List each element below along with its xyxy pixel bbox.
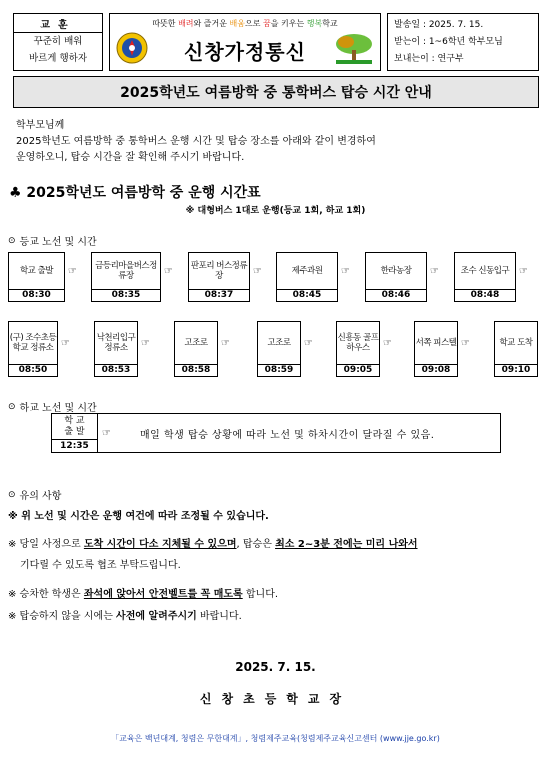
route-stop	[276, 252, 338, 302]
stop-time: 08:53	[101, 364, 131, 375]
stop-time: 08:58	[181, 364, 211, 375]
stop-time: 08:50	[18, 364, 48, 375]
greeting: 학부모님께	[16, 120, 65, 131]
issue-info-box	[387, 13, 539, 71]
stop-name: 신흥동 골프하우스	[337, 322, 379, 365]
route-stop	[52, 414, 98, 452]
newsletter-header	[13, 13, 539, 71]
stop-name: 조수 신동입구	[455, 253, 515, 290]
pointing-hand-icon: ☞	[304, 338, 313, 349]
morning-route-row-1	[8, 252, 538, 302]
recipient: 받는이 : 1~6학년 학부모님	[394, 37, 503, 47]
stop-name: 한라농장	[366, 253, 426, 290]
pointing-hand-icon: ☞	[61, 338, 70, 349]
school-principal: 신창초등학교장	[199, 692, 352, 706]
pointing-hand-icon: ☞	[221, 338, 230, 349]
route-stop	[8, 321, 58, 377]
route-stop	[8, 252, 65, 302]
motto-line: 바르게 행하자	[28, 53, 88, 64]
bullet-icon: ⊙	[8, 401, 16, 412]
stop-name: 제주과원	[277, 253, 337, 290]
bullet-icon: ⊙	[8, 235, 16, 246]
notes-heading: ⊙ 유의 사항	[8, 489, 62, 502]
pointing-hand-icon: ☞	[383, 338, 392, 349]
pointing-hand-icon: ☞	[164, 266, 173, 277]
stop-time: 09:08	[421, 364, 451, 375]
route-stop	[336, 321, 380, 377]
afternoon-route-heading: ⊙ 하교 노선 및 시간	[8, 401, 97, 414]
stop-name: 학 교 출 발	[52, 414, 97, 440]
motto-line: 꾸준히 배워	[33, 36, 83, 47]
route-stop	[174, 321, 218, 377]
afternoon-route-box	[51, 413, 501, 453]
pointing-hand-icon: ☞	[341, 266, 350, 277]
note-item: ※ 승차한 학생은 좌석에 앉아서 안전벨트를 꼭 매도록 합니다.	[8, 589, 279, 600]
route-stop	[91, 252, 161, 302]
intro-text	[16, 118, 536, 166]
newsletter-name: 신창가정통신	[184, 40, 306, 64]
pointing-hand-icon: ☞	[519, 266, 528, 277]
masthead	[109, 13, 381, 71]
stop-time: 09:10	[501, 364, 531, 375]
stop-time: 12:35	[60, 441, 89, 451]
issue-date: 발송일 : 2025. 7. 15.	[394, 20, 484, 30]
stop-time: 08:46	[381, 289, 411, 300]
route-stop	[188, 252, 250, 302]
stop-time: 08:45	[292, 289, 322, 300]
stop-name: 낙천리입구 정류소	[95, 322, 137, 365]
note-item: ※ 탑승하지 않을 시에는 사전에 알려주시기 바랍니다.	[8, 611, 242, 622]
pointing-hand-icon: ☞	[68, 266, 77, 277]
route-stop	[454, 252, 516, 302]
pointing-hand-icon: ☞	[461, 338, 470, 349]
stop-time: 08:59	[264, 364, 294, 375]
stop-time: 08:35	[111, 289, 141, 300]
stop-name: 서쪽 피스텔	[415, 322, 457, 365]
note-item: ※ 위 노선 및 시간은 운행 여건에 따라 조정될 수 있습니다.	[8, 511, 269, 522]
intro-line: 2025학년도 여름방학 중 통학버스 운행 시간 및 탑승 장소를 아래와 같이 변경하여	[16, 136, 376, 147]
page-title: 2025학년도 여름방학 중 통학버스 탑승 시간 안내	[13, 76, 539, 108]
schedule-title: ♣ 2025학년도 여름방학 중 운행 시간표	[9, 185, 261, 201]
note-item-continued: 기다릴 수 있도록 협조 부탁드립니다.	[20, 560, 181, 571]
footer-integrity-notice: 「교육은 백년대계, 청렴은 무한대계」, 청렴제주교육(청렴제주교육신고센터 (www.jje.go.kr)	[111, 734, 440, 743]
pointing-hand-icon: ☞	[141, 338, 150, 349]
intro-line: 운영하오니, 탑승 시간을 잘 확인해 주시기 바랍니다.	[16, 152, 245, 163]
stop-name: 학교 도착	[495, 322, 537, 365]
route-stop	[257, 321, 301, 377]
stop-time: 08:30	[22, 289, 51, 300]
pointing-hand-icon: ☞	[102, 428, 111, 439]
pointing-hand-icon: ☞	[430, 266, 439, 277]
stop-name: 고조로	[258, 322, 300, 365]
pointing-hand-icon: ☞	[253, 266, 262, 277]
stop-time: 08:48	[470, 289, 500, 300]
sender: 보내는이 : 연구부	[394, 54, 464, 64]
stop-name: 학교 출발	[9, 253, 64, 290]
stop-time: 08:37	[204, 289, 234, 300]
stop-name: 고조로	[175, 322, 217, 365]
school-motto-box	[13, 13, 103, 71]
route-stop	[494, 321, 538, 377]
morning-route-heading: ⊙ 등교 노선 및 시간	[8, 235, 97, 248]
stop-name: 판포리 버스정류장	[189, 253, 249, 290]
bullet-icon: ⊙	[8, 489, 16, 500]
stop-time: 09:05	[343, 364, 373, 375]
route-stop	[414, 321, 458, 377]
motto-title: 교훈	[14, 14, 102, 33]
note-item: ※ 당일 사정으로 도착 시간이 다소 지체될 수 있으며, 탑승은 최소 2~3분 전에는 미리 나와서	[8, 539, 418, 550]
stop-name: 금등리마을버스정류장	[92, 253, 160, 290]
closing-date: 2025. 7. 15.	[235, 660, 316, 674]
afternoon-message: 매일 학생 탑승 상황에 따라 노선 및 하차시간이 달라질 수 있음.	[140, 430, 435, 441]
route-stop	[365, 252, 427, 302]
tree-logo-icon	[332, 32, 376, 66]
school-slogan: 따뜻한 배려와 즐거운 배움으로 꿈을 키우는 행복학교	[152, 19, 338, 28]
stop-name: (구) 조수초등학교 정류소	[9, 322, 57, 365]
route-stop	[94, 321, 138, 377]
schedule-note: ※ 대형버스 1대로 운행(등교 1회, 하교 1회)	[185, 206, 366, 216]
morning-route-row-2	[8, 321, 538, 377]
